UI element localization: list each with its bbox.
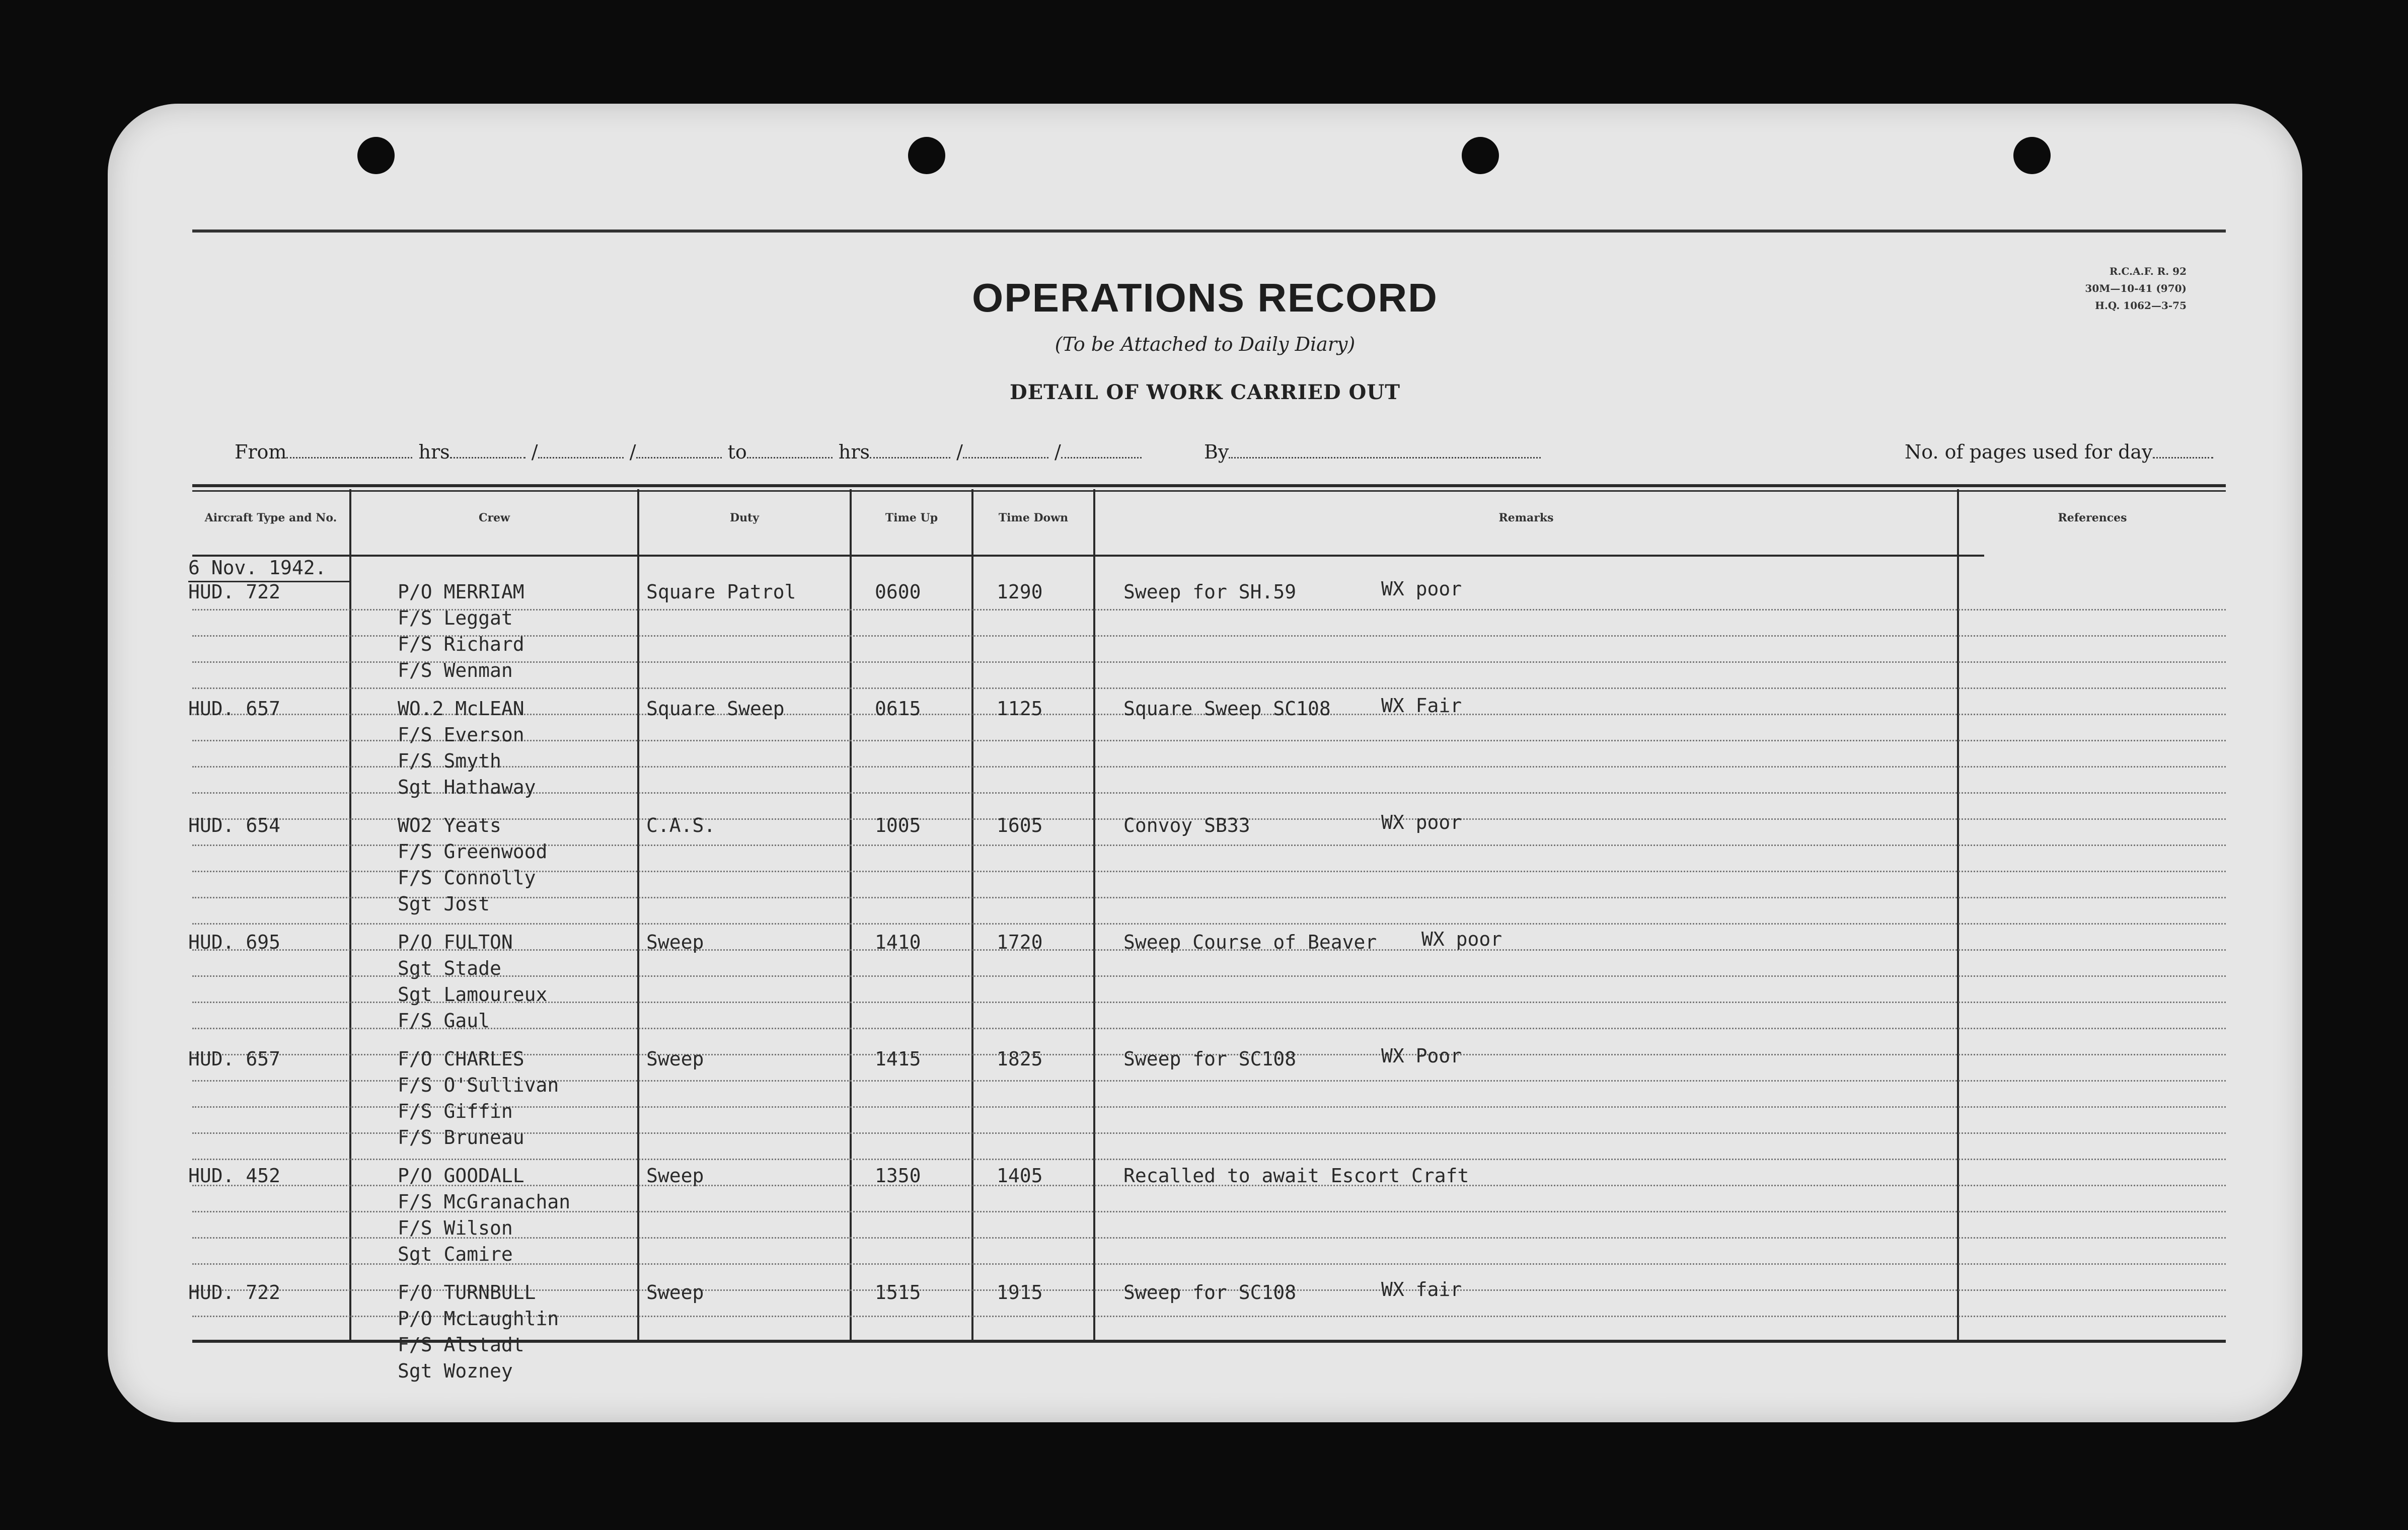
time-up-cell: 0600 [875,581,921,603]
crew-member: F/O TURNBULL [398,1281,536,1304]
crew-member: F/S O'Sullivan [398,1074,559,1096]
time-down-cell: 1290 [997,581,1043,603]
column-header-references: References [2058,511,2127,524]
crew-member: F/S Alstadt [398,1334,524,1356]
pages-label: No. of pages used for day [1905,441,2153,463]
column-divider [971,489,973,1342]
crew-member: F/S Giffin [398,1100,513,1122]
time-up-cell: 1350 [875,1165,921,1187]
column-divider [850,489,852,1342]
record-card [108,104,2302,1422]
column-header-remarks: Remarks [1498,511,1554,524]
weather-cell: WX Poor [1381,1045,1462,1067]
remarks-cell: Sweep for SC108 [1123,1048,1297,1070]
column-header-crew: Crew [478,511,510,524]
time-up-cell: 1515 [875,1281,921,1304]
table-top-rule [192,484,2226,487]
duty-cell: Square Patrol [646,581,796,603]
time-down-cell: 1720 [997,931,1043,953]
crew-member: F/S Smyth [398,750,501,772]
month-field [636,442,722,458]
column-divider [1957,489,1959,1342]
from-label: From [235,441,287,463]
crew-member: F/S Everson [398,724,524,746]
ruled-line [192,897,2226,898]
crew-member: Sgt Lamoureux [398,983,548,1006]
crew-member: Sgt Stade [398,957,501,979]
day-field [963,442,1048,458]
column-divider [1093,489,1095,1342]
time-down-cell: 1915 [997,1281,1043,1304]
time-down-cell: 1405 [997,1165,1043,1187]
remarks-cell: Square Sweep SC108 [1123,698,1331,720]
aircraft-cell: HUD. 452 [188,1165,281,1187]
by-label: By [1203,441,1229,463]
weather-cell: WX poor [1381,578,1462,600]
duty-cell: Sweep [646,1281,704,1304]
crew-member: Sgt Jost [398,893,490,915]
hrs-field [870,442,950,458]
section-heading: DETAIL OF WORK CARRIED OUT [1009,380,1401,404]
aircraft-cell: HUD. 657 [188,698,281,720]
table-top-rule [192,490,2226,492]
ruled-line [192,687,2226,689]
crew-member: P/O GOODALL [398,1165,524,1187]
crew-member: F/S Richard [398,633,524,655]
form-code-line: H.Q. 1062—3-75 [2095,299,2187,312]
ruled-line [192,1028,2226,1029]
crew-member: WO.2 McLEAN [398,698,524,720]
duty-cell: C.A.S. [646,814,716,836]
duty-cell: Sweep [646,931,704,953]
ruled-line [192,923,2226,925]
crew-member: P/O McLaughlin [398,1308,559,1330]
form-code [2041,263,2187,314]
crew-member: F/S Wenman [398,659,513,681]
crew-member: Sgt Wozney [398,1360,513,1382]
weather-cell: WX fair [1381,1278,1462,1300]
header-rule [192,555,1984,557]
binder-hole [2013,137,2051,174]
column-header-time-up: Time Up [885,511,938,524]
time-up-cell: 0615 [875,698,921,720]
page-title: OPERATIONS RECORD [972,275,1438,320]
month-field [1061,442,1142,458]
time-down-cell: 1125 [997,698,1043,720]
time-down-cell: 1605 [997,814,1043,836]
form-line [235,441,1541,463]
weather-cell: WX poor [1421,928,1502,950]
aircraft-cell: HUD. 657 [188,1048,281,1070]
hrs-label: hrs [838,441,870,463]
form-code-line: 30M—10-41 (970) [2085,282,2187,294]
column-header-duty: Duty [729,511,760,524]
crew-member: Sgt Camire [398,1243,513,1265]
duty-cell: Sweep [646,1048,704,1070]
slash: / [956,441,963,463]
pages-field [2153,442,2213,458]
crew-member: WO2 Yeats [398,814,501,836]
to-field [747,442,833,458]
aircraft-cell: HUD. 695 [188,931,281,953]
time-down-cell: 1825 [997,1048,1043,1070]
crew-member: F/S McGranachan [398,1191,571,1213]
binder-hole [357,137,395,174]
slash: / [1054,441,1061,463]
form-code-line: R.C.A.F. R. 92 [2109,265,2187,277]
binder-hole [1462,137,1499,174]
column-header-time-down: Time Down [998,511,1069,524]
hrs-field [450,442,525,458]
crew-member: F/S Greenwood [398,840,548,863]
time-up-cell: 1005 [875,814,921,836]
crew-member: F/S Gaul [398,1010,490,1032]
remarks-cell: Recalled to await Escort Craft [1123,1165,1469,1187]
ruled-line [192,1159,2226,1160]
column-divider [349,489,351,1342]
top-rule [192,230,2226,233]
crew-member: F/O CHARLES [398,1048,524,1070]
aircraft-cell: HUD. 722 [188,1281,281,1304]
slash: / [629,441,636,463]
weather-cell: WX poor [1381,811,1462,833]
crew-member: F/S Wilson [398,1217,513,1239]
day-field [538,442,624,458]
by-field [1229,442,1541,458]
date-entry: 6 Nov. 1942. [188,557,327,579]
time-up-cell: 1415 [875,1048,921,1070]
crew-member: F/S Bruneau [398,1126,524,1149]
column-header-aircraft: Aircraft Type and No. [204,511,337,524]
time-up-cell: 1410 [875,931,921,953]
crew-member: F/S Connolly [398,867,536,889]
crew-member: F/S Leggat [398,607,513,629]
remarks-cell: Sweep for SC108 [1123,1281,1297,1304]
aircraft-cell: HUD. 722 [188,581,281,603]
slash: / [531,441,538,463]
pages-line [1905,441,2213,463]
duty-cell: Square Sweep [646,698,785,720]
binder-hole [908,137,945,174]
weather-cell: WX Fair [1381,695,1462,717]
from-field [286,442,412,458]
remarks-cell: Sweep for SH.59 [1123,581,1297,603]
remarks-cell: Sweep Course of Beaver [1123,931,1377,953]
crew-member: P/O FULTON [398,931,513,953]
duty-cell: Sweep [646,1165,704,1187]
hrs-label: hrs [418,441,450,463]
crew-member: P/O MERRIAM [398,581,524,603]
column-divider [637,489,639,1342]
remarks-cell: Convoy SB33 [1123,814,1250,836]
page-subtitle: (To be Attached to Daily Diary) [1055,333,1356,355]
aircraft-cell: HUD. 654 [188,814,281,836]
crew-member: Sgt Hathaway [398,776,536,798]
to-label: to [727,441,747,463]
